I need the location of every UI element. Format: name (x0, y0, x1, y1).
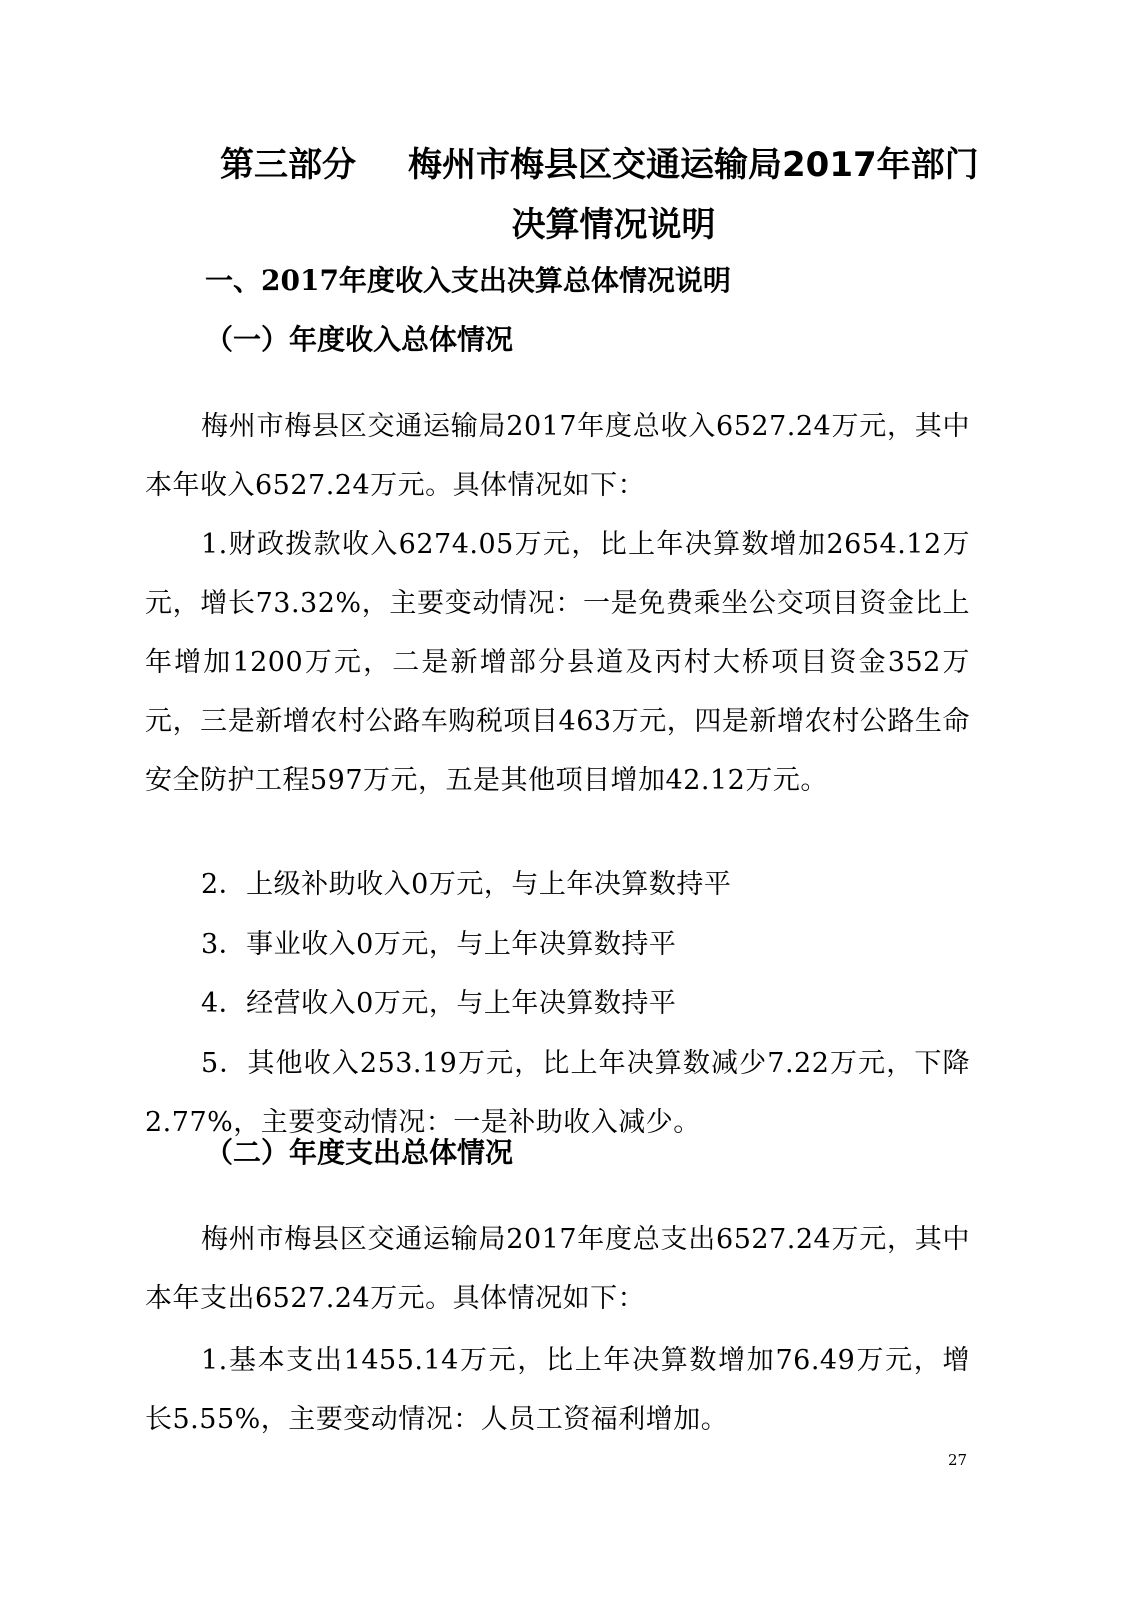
income-item-other-income: 5．其他收入253.19万元，比上年决算数减少7.22万元，下降2.77%，主要变动情况：一是补助收入减少。 (145, 1048, 970, 1138)
expenditure-item-basic: 1.基本支出1455.14万元，比上年决算数增加76.49万元，增长5.55%，主要变动情况：人员工资福利增加。 (145, 1345, 970, 1435)
subsection-heading-income: （一）年度收入总体情况 (205, 323, 514, 356)
income-item-superior-subsidy: 2．上级补助收入0万元，与上年决算数持平 (201, 869, 732, 900)
document-title-line-1 (0, 145, 1131, 185)
expenditure-summary-paragraph: 梅州市梅县区交通运输局2017年度总支出6527.24万元，其中本年支出6527.24万元。具体情况如下： (145, 1224, 970, 1314)
page-number: 27 (948, 1451, 968, 1469)
title-part-label: 第三部分 (220, 145, 356, 185)
section-heading-overview: 一、2017年度收入支出决算总体情况说明 (205, 264, 731, 297)
subsection-heading-expenditure: （二）年度支出总体情况 (205, 1136, 514, 1169)
income-item-business-income: 3．事业收入0万元，与上年决算数持平 (201, 929, 677, 960)
income-item-fiscal-appropriation: 1.财政拨款收入6274.05万元，比上年决算数增加2654.12万元，增长73.32%，主要变动情况：一是免费乘坐公交项目资金比上年增加1200万元，二是新增部分县道及丙村大桥项目资金352万元，三是新增农村公路车购税项目463万元，四是新增农村公路生命安全防护工程597万元，五是其他项目增加42.12万元。 (145, 529, 970, 796)
document-title-line-2: 决算情况说明 (511, 205, 716, 245)
income-item-operating-income: 4．经营收入0万元，与上年决算数持平 (201, 988, 677, 1019)
income-summary-paragraph: 梅州市梅县区交通运输局2017年度总收入6527.24万元，其中本年收入6527.24万元。具体情况如下： (145, 411, 970, 501)
title-main-text: 梅州市梅县区交通运输局2017年部门 (408, 145, 979, 185)
